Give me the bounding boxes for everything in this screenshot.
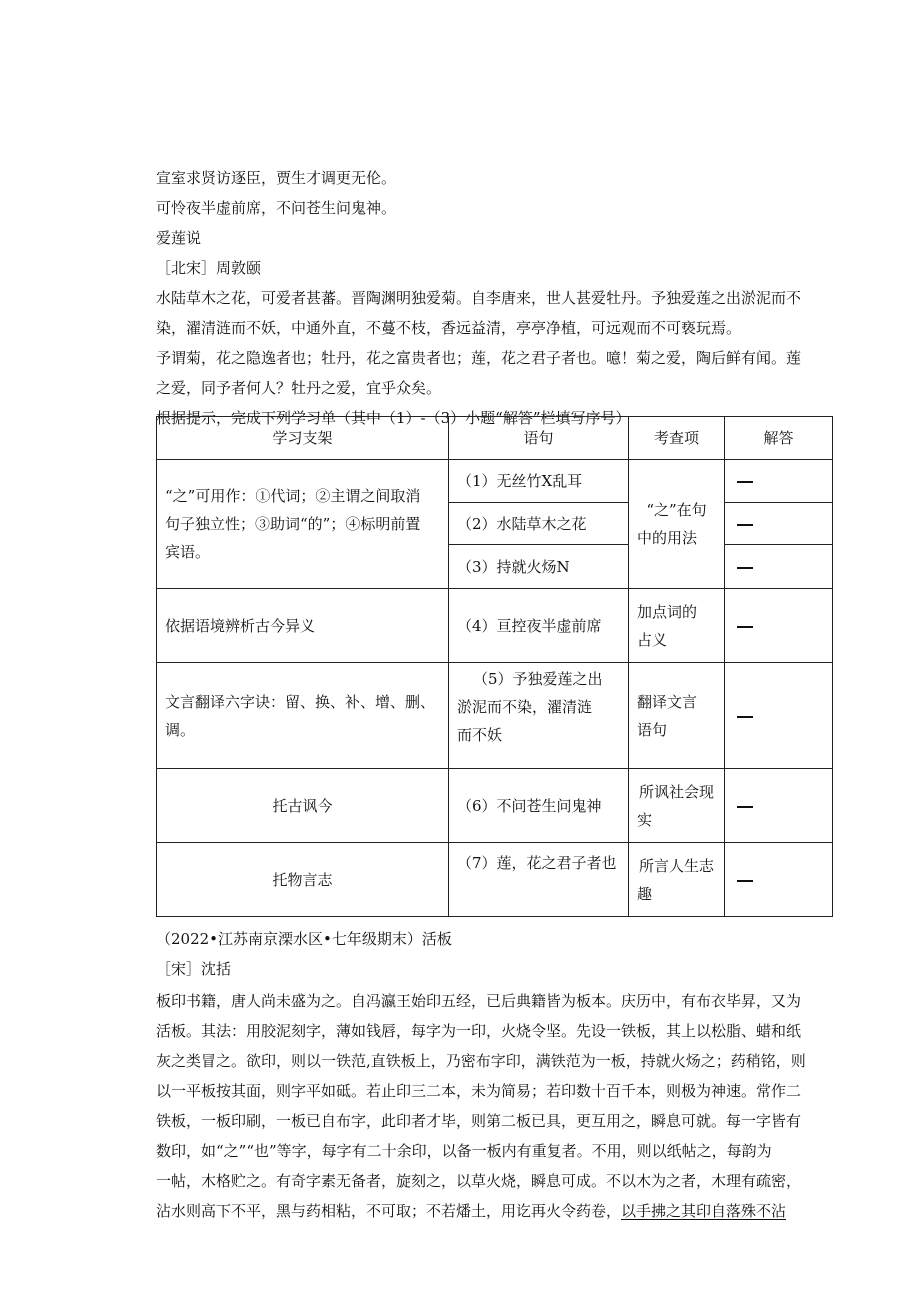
poem-line: 宣室求贤访逐臣，贾生才调更无伦。 bbox=[156, 169, 397, 187]
focus-cell: 加点词的 占义 bbox=[629, 589, 725, 663]
answer-cell[interactable] bbox=[725, 663, 833, 769]
header-focus: 考查项 bbox=[629, 417, 725, 460]
answer-blank bbox=[737, 716, 753, 718]
answer-cell[interactable] bbox=[725, 843, 833, 917]
answer-cell[interactable] bbox=[725, 545, 833, 589]
text-line bbox=[156, 1196, 832, 1226]
answer-blank bbox=[737, 524, 753, 526]
table-row bbox=[157, 843, 833, 917]
sentence-cell: （1）无丝竹X乱耳 bbox=[449, 460, 629, 503]
answer-blank bbox=[737, 806, 753, 808]
sentence-cell: （6）不问苍生问鬼神 bbox=[449, 769, 629, 843]
text-line: 以一平板按其面，则字平如砥。若止印三二本，未为简易；若印数十百千本，则极为神速。常作二 bbox=[156, 1082, 802, 1100]
sentence-cell: （7）莲，花之君子者也 bbox=[449, 843, 629, 917]
answer-blank bbox=[737, 567, 753, 569]
sentence-cell: （5）予独爱莲之出 淤泥而不染，濯清涟 而不妖 bbox=[449, 663, 629, 769]
zhi-scaffold-cell: “之”可用作：①代词；②主谓之间取消 句子独立性；③助词“的”；④标明前置 宾语。 bbox=[157, 460, 449, 589]
header-scaffold: 学习支架 bbox=[157, 417, 449, 460]
answer-cell[interactable] bbox=[725, 589, 833, 663]
sentence-cell: （2）水陆草木之花 bbox=[449, 503, 629, 545]
ailian-paragraph-1 bbox=[156, 283, 832, 343]
answer-cell[interactable] bbox=[725, 503, 833, 545]
header-sentence: 语句 bbox=[449, 417, 629, 460]
focus-cell: 所讽社会现 实 bbox=[629, 769, 725, 843]
huoban-source: （2022•江苏南京溧水区•七年级期末）活板 bbox=[156, 930, 452, 948]
poem-section bbox=[156, 163, 832, 433]
focus-cell: 所言人生志 趣 bbox=[629, 843, 725, 917]
scaffold-cell: 文言翻译六字诀：留、换、补、增、删、 调。 bbox=[157, 663, 449, 769]
huoban-author: ［宋］沈括 bbox=[156, 960, 232, 978]
answer-cell[interactable] bbox=[725, 460, 833, 503]
scaffold-cell: 依据语境辨析古今异义 bbox=[157, 589, 449, 663]
text-line: 灰之类冒之。欲印，则以一铁范,直铁板上，乃密布字印，满铁范为一板，持就火炀之；药稍铭，则 bbox=[156, 1052, 806, 1070]
table-row bbox=[157, 589, 833, 663]
text-line: 染，濯清涟而不妖，中通外直，不蔓不枝，香远益清，亭亭净植，可远观而不可亵玩焉。 bbox=[156, 319, 742, 337]
sentence-cell: （4）亘控夜半虚前席 bbox=[449, 589, 629, 663]
text-line: 水陆草木之花，可爱者甚蕃。晋陶渊明独爱菊。自李唐来，世人甚爱牡丹。予独爱莲之出淤泥而不 bbox=[156, 289, 802, 307]
table-instruction: 根据提示，完成下列学习单（其中（1）-（3）小题“解答”栏填写序号） bbox=[156, 409, 631, 427]
ailian-title: 爱莲说 bbox=[156, 229, 202, 247]
poem-line: 可怜夜半虚前席，不问苍生问鬼神。 bbox=[156, 199, 397, 217]
table-row bbox=[157, 460, 833, 503]
text-line: 一帖，木格贮之。有奇字素无备者，旋刻之，以草火烧，瞬息可成。不以木为之者，木理有疏密， bbox=[156, 1172, 802, 1190]
table-header-row bbox=[157, 417, 833, 460]
sentence-cell: （3）持就火炀N bbox=[449, 545, 629, 589]
underlined-text: 以手拂之其印自落殊不沾 bbox=[621, 1202, 787, 1220]
focus-cell: 翻译文言 语句 bbox=[629, 663, 725, 769]
table-row bbox=[157, 663, 833, 769]
text-line: 数印，如“之”“也”等字，每字有二十余印，以备一板内有重复者。不用，则以纸帖之，每韵为 bbox=[156, 1142, 772, 1160]
header-answer: 解答 bbox=[725, 417, 833, 460]
text-line: 铁板，一板印刷，一板已自布字，此印者才毕，则第二板已具，更互用之，瞬息可就。每一字皆有 bbox=[156, 1112, 802, 1130]
zhi-focus-cell: “之”在句 中的用法 bbox=[629, 460, 725, 589]
text-line: 活板。其法：用胶泥刻字，薄如钱唇，每字为一印，火烧令坚。先设一铁板，其上以松脂、蜡和纸 bbox=[156, 1022, 802, 1040]
table-row bbox=[157, 769, 833, 843]
ailian-paragraph-2 bbox=[156, 343, 832, 403]
ailian-author: ［北宋］周敦颐 bbox=[156, 259, 262, 277]
scaffold-cell: 托古讽今 bbox=[157, 769, 449, 843]
huoban-paragraph bbox=[156, 986, 832, 1226]
answer-blank bbox=[737, 626, 753, 628]
text-line: 板印书籍，唐人尚未盛为之。自冯瀛王始印五经，已后典籍皆为板本。庆历中，有布衣毕昇，又为 bbox=[156, 992, 802, 1010]
text-line: 之爱，同予者何人？牡丹之爱，宜乎众矣。 bbox=[156, 379, 442, 397]
answer-blank bbox=[737, 481, 753, 483]
plain-text: 沾水则高下不平，黑与药相粘，不可取；不若燔土，用讫再火令药卷， bbox=[156, 1202, 622, 1220]
text-line: 予谓菊，花之隐逸者也；牡丹，花之富贵者也；莲，花之君子者也。噫！菊之爱，陶后鲜有闻。莲 bbox=[156, 349, 802, 367]
answer-blank bbox=[737, 880, 753, 882]
answer-cell[interactable] bbox=[725, 769, 833, 843]
study-sheet-table bbox=[156, 416, 833, 917]
scaffold-cell: 托物言志 bbox=[157, 843, 449, 917]
huoban-section bbox=[156, 924, 832, 1226]
